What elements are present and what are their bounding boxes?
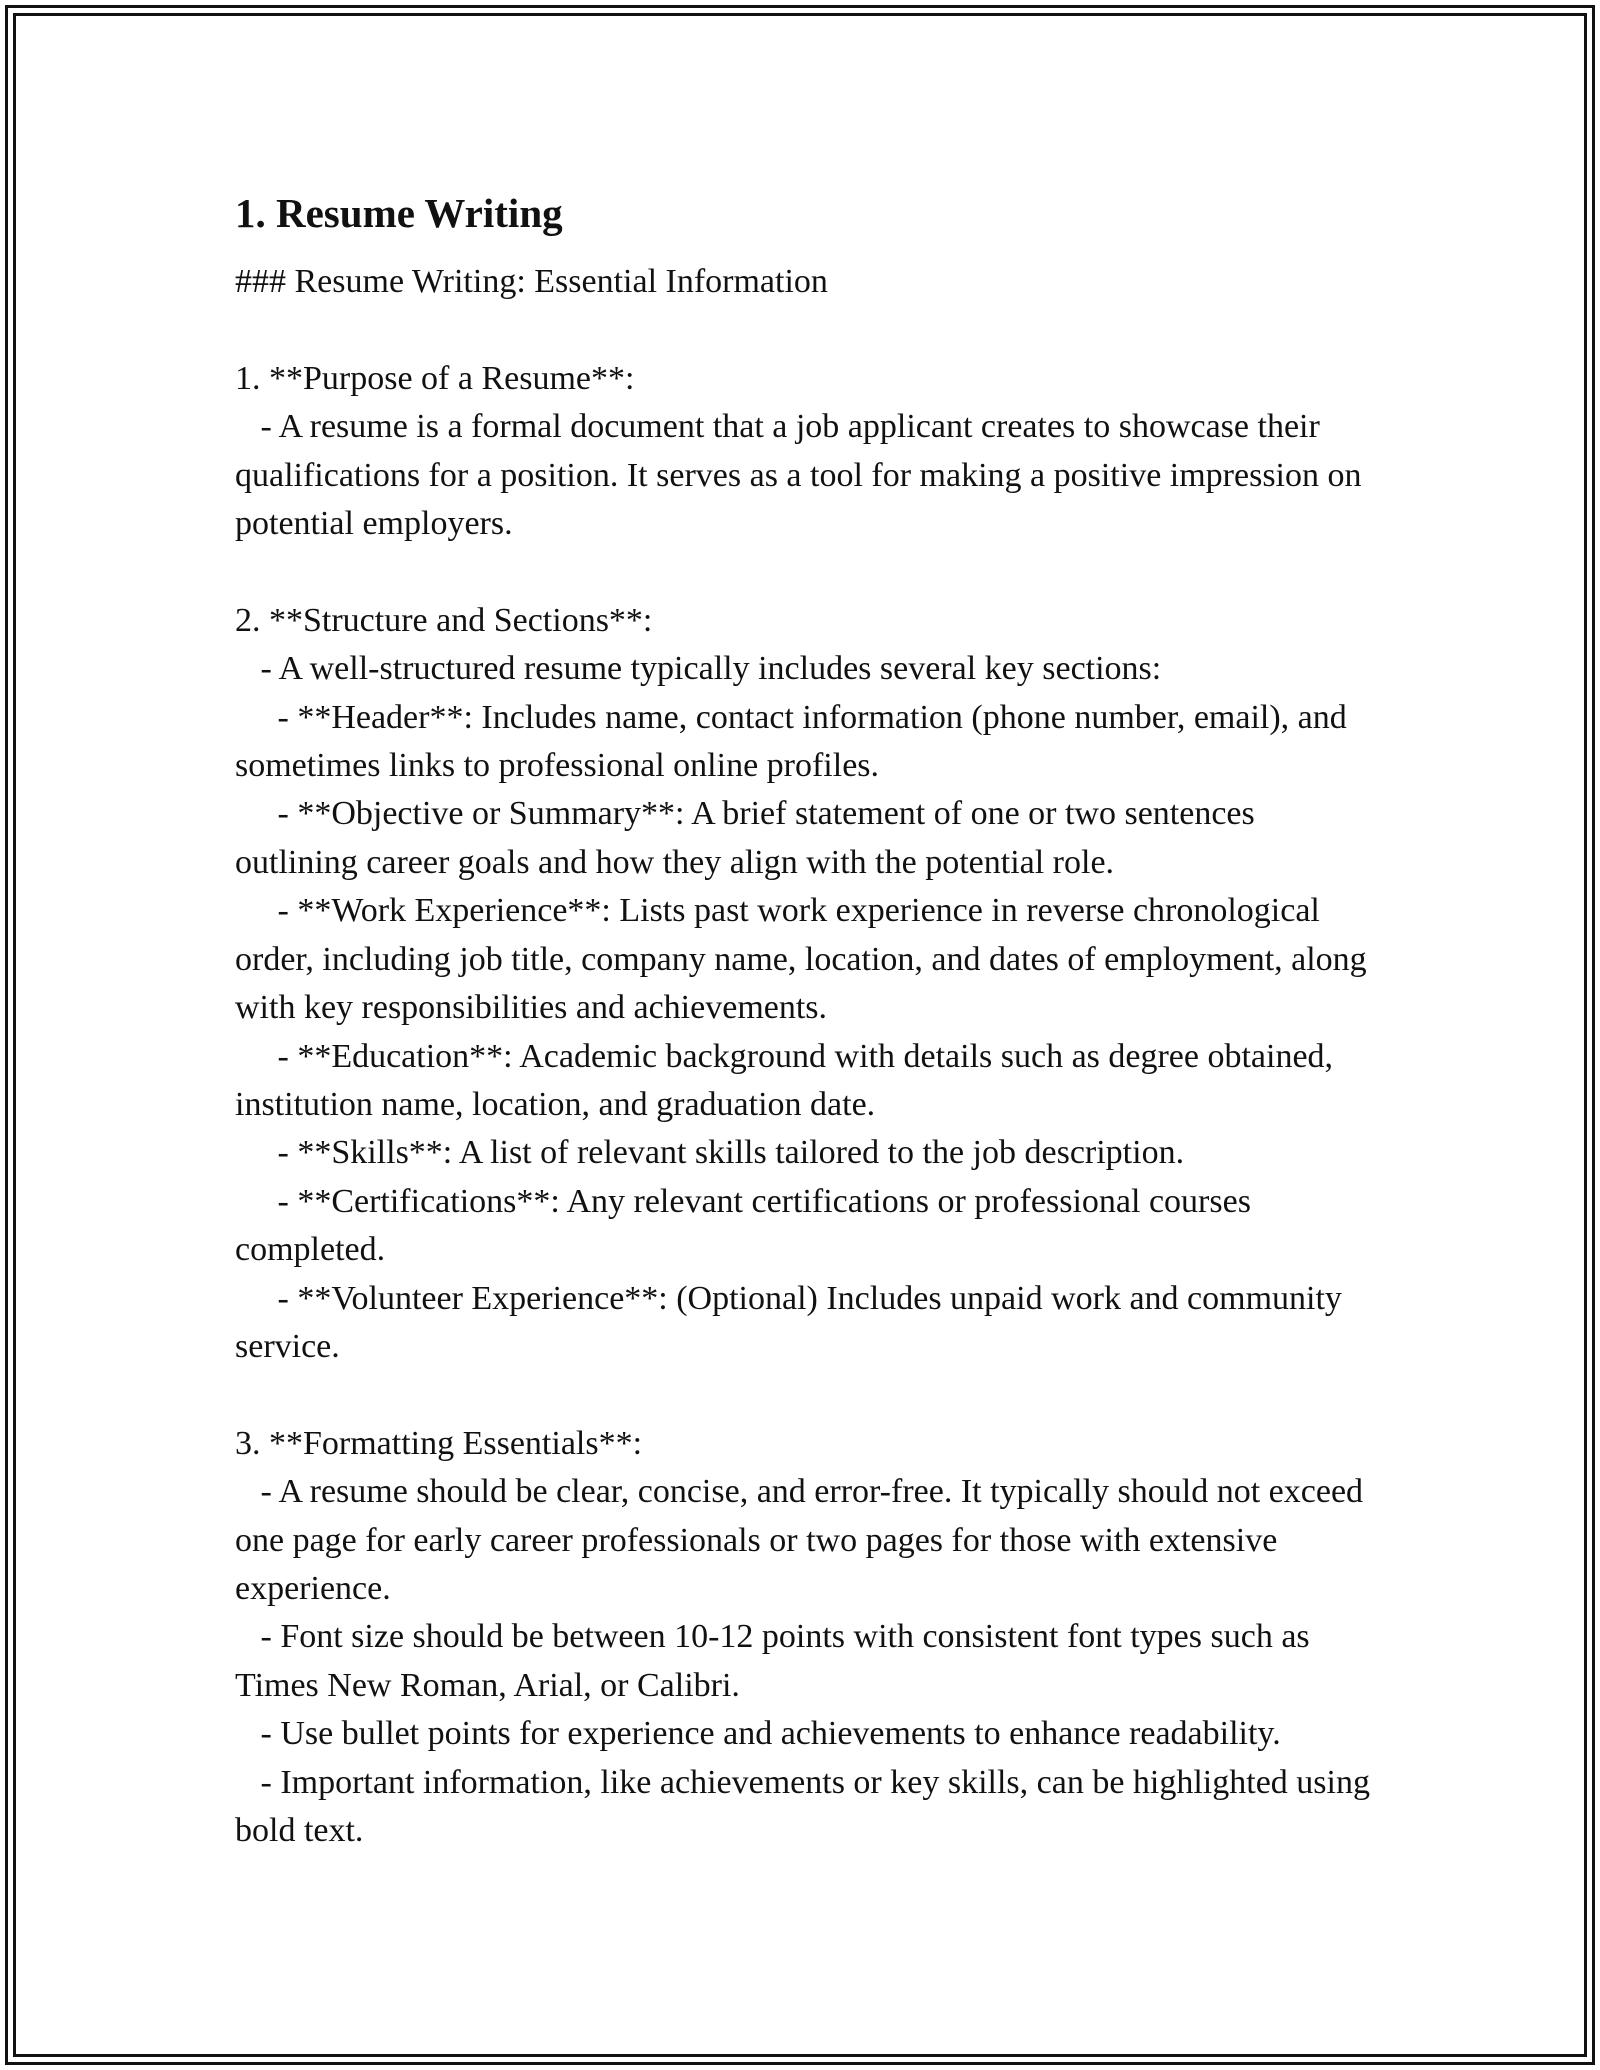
document-page [235, 184, 1385, 1855]
document-body: ### Resume Writing: Essential Information 1. **Purpose of a Resume**: - A resume is a formal document that a job applicant creates to showcase their qualifications for a position. It serves as a tool for making a positive impression on potential employers. 2. **Structure and Sections**: - A well-structured resume typically includes several key sections: - **Header**: Includes name, contact information (phone number, email), and sometimes links to professional online profiles. - **Objective or Summary**: A brief statement of one or two sentences outlining career goals and how they align with the potential role. - **Work Experience**: Lists past work experience in reverse chronological order, including job title, company name, location, and dates of employment, along with key responsibilities and achievements. - **Education**: Academic background with details such as degree obtained, institution name, location, and graduation date. - **Skills**: A list of relevant skills tailored to the job description. - **Certifications**: Any relevant certifications or professional courses completed. - **Volunteer Experience**: (Optional) Includes unpaid work and community service. 3. **Formatting Essentials**: - A resume should be clear, concise, and error-free. It typically should not exceed one page for early career professionals or two pages for those with extensive experience. - Font size should be between 10-12 points with consistent font types such as Times New Roman, Arial, or Calibri. - Use bullet points for experience and achievements to enhance readability. - Important information, like achievements or key skills, can be highlighted using bold text. [235, 263, 1370, 1849]
document-title: 1. Resume Writing [235, 190, 563, 236]
